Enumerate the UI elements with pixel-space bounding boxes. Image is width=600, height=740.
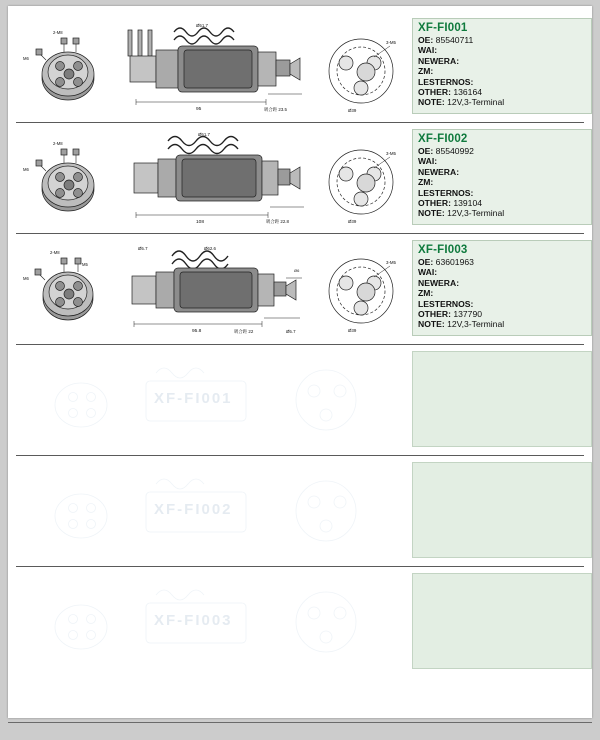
field-label: NEWERA: [418,55,460,66]
part-number: XF-FI002 [418,133,468,145]
dimension-label: Ø5.7 [286,329,296,334]
field-label: ZM: [418,177,434,188]
field-label: LESTERNOS: [418,76,474,87]
dimension-label: M6 [23,276,29,281]
catalog-sheet [8,6,592,718]
dimension-label: 95 [196,107,202,112]
field-label: OTHER: [418,198,451,209]
data-field-oe [418,146,586,156]
dimension-label: 2-M8 [53,30,63,35]
dimension-label: 吸合距 23.5 [264,107,287,112]
data-field-other [418,198,586,208]
part-data-panel-empty[interactable] [412,351,592,447]
data-field-wai [418,267,586,277]
watermark-text: XF-FI003 [154,612,233,629]
circle-label: 3-M5 [386,40,397,45]
data-field-other [418,309,586,319]
field-label: LESTERNOS: [418,298,474,309]
solenoid-end-view-drawing [20,16,110,116]
dimension-label: M6 [23,56,29,61]
dimension-label: M6 [23,167,29,172]
data-field-oe [418,257,586,267]
circle-label: 3-M5 [386,151,397,156]
circle-label: Ø39 [348,219,357,224]
field-value: 136164 [453,87,483,98]
faint-drawing-watermark [26,466,406,556]
catalog-row [16,234,584,345]
field-label: NOTE: [418,319,445,330]
part-data-panel[interactable] [412,129,592,225]
catalog-row [16,12,584,123]
watermark-text: XF-FI001 [154,390,233,407]
catalog-row [16,456,584,567]
circle-label: Ø39 [348,328,357,333]
part-number: XF-FI003 [418,244,468,256]
field-label: OE: [418,257,434,267]
mounting-flange-diagram [316,238,406,338]
data-field-oe [418,35,586,45]
data-field-note [418,208,586,218]
field-value: 12V,3-Terminal [447,319,505,330]
catalog-row [16,123,584,234]
solenoid-end-view-drawing [20,127,110,227]
data-field-zm [418,288,586,298]
field-value: 85540992 [435,146,474,156]
dimension-label: Ø62.6 [204,246,216,251]
part-number: XF-FI001 [418,22,468,34]
dimension-label: 2-M8 [53,141,63,146]
solenoid-side-view-drawing [116,238,311,338]
data-field-zm [418,66,586,76]
field-label: WAI: [418,45,438,56]
mounting-flange-diagram [316,127,406,227]
field-label: NEWERA: [418,166,460,177]
data-field-newera [418,278,586,288]
part-data-panel[interactable] [412,240,592,336]
dimension-label: 2-M8 [50,250,60,255]
field-value: 12V,3-Terminal [447,97,505,108]
field-value: 139104 [453,198,483,209]
field-label: ZM: [418,288,434,299]
solenoid-side-view-drawing [116,16,311,116]
dimension-label: Ø51.7 [196,23,208,28]
field-value: 137790 [453,309,483,320]
data-field-lesternos [418,299,586,309]
field-label: WAI: [418,267,438,278]
catalog-row [16,345,584,456]
data-field-zm [418,177,586,187]
dimension-label: Ø6 [294,268,300,273]
field-label: WAI: [418,156,438,167]
data-field-lesternos [418,188,586,198]
part-data-panel-empty[interactable] [412,573,592,669]
dimension-label: Ø51.7 [198,132,210,137]
field-label: LESTERNOS: [418,187,474,198]
solenoid-end-view-drawing [20,238,110,338]
catalog-rows [8,6,592,718]
data-field-note [418,319,586,329]
dimension-label: 吸合距 22.8 [266,219,289,224]
field-label: OTHER: [418,87,451,98]
dimension-label: 吸合距 22 [234,329,254,334]
field-label: OE: [418,146,434,156]
data-field-lesternos [418,77,586,87]
dimension-label: Ø5.7 [138,246,148,251]
field-value: 85540711 [435,35,474,45]
field-label: NOTE: [418,97,445,108]
field-value: 63601963 [435,257,474,267]
field-label: NEWERA: [418,277,460,288]
part-data-panel-empty[interactable] [412,462,592,558]
dimension-label: 108 [196,220,205,225]
watermark-text: XF-FI002 [154,501,233,518]
field-label: OE: [418,35,434,45]
faint-drawing-watermark [26,577,406,667]
field-label: NOTE: [418,208,445,219]
field-label: OTHER: [418,309,451,320]
part-data-panel[interactable] [412,18,592,114]
solenoid-side-view-drawing [116,127,311,227]
data-field-other [418,87,586,97]
data-field-newera [418,56,586,66]
dimension-label: M5 [82,262,88,267]
circle-label: 3-M5 [386,260,397,265]
data-field-note [418,97,586,107]
field-value: 12V,3-Terminal [447,208,505,219]
data-field-wai [418,45,586,55]
dimension-label: 95.8 [192,329,202,334]
faint-drawing-watermark [26,355,406,445]
data-field-newera [418,167,586,177]
mounting-flange-diagram [316,16,406,116]
data-field-wai [418,156,586,166]
field-label: ZM: [418,66,434,77]
catalog-row [16,567,584,678]
page-bottom-rule [8,722,592,723]
circle-label: Ø39 [348,108,357,113]
